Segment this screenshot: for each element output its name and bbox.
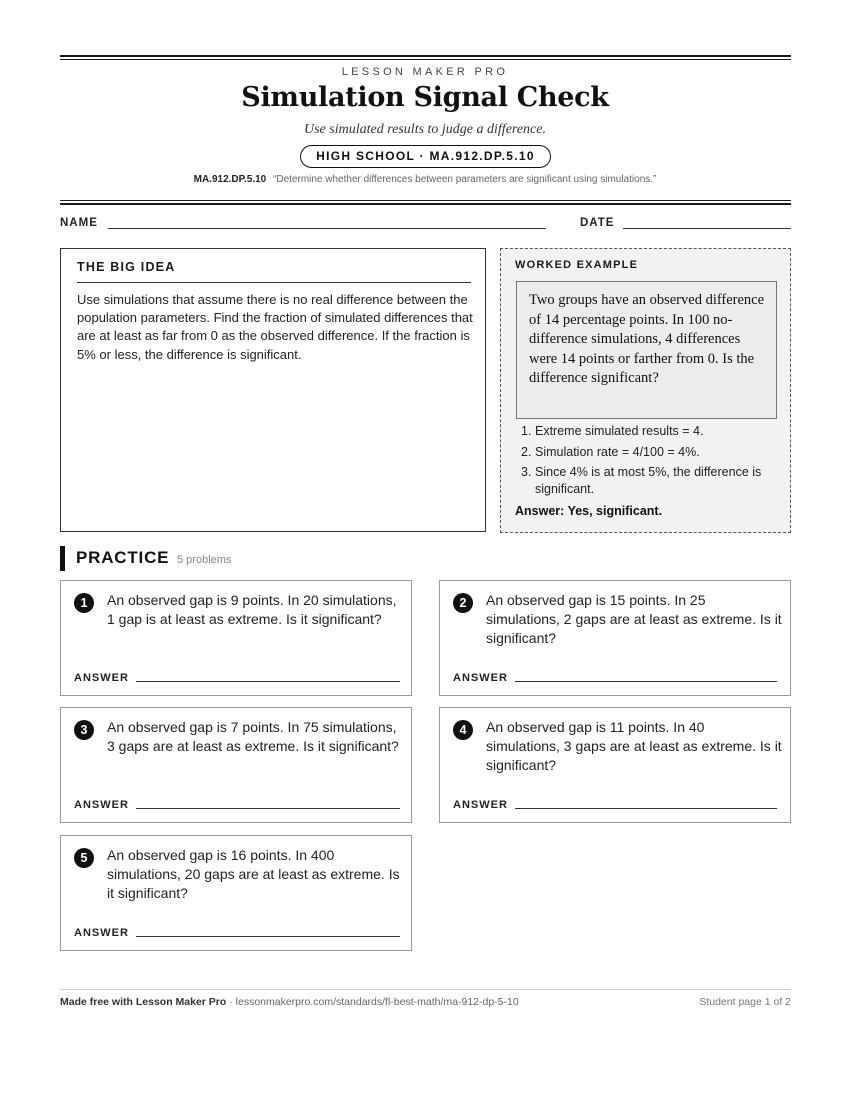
header-bottom-rule (60, 203, 791, 205)
big-idea-text: Use simulations that assume there is no real difference between the population parameters. Find the fraction of simulated differences that are at least as far from 0 as the observed difference. If the fraction is 5% or less, the difference is significant. (77, 292, 473, 362)
header-top-rule-thin (60, 59, 791, 60)
page-title: Simulation Signal Check (241, 82, 609, 113)
answer-field[interactable] (136, 936, 400, 937)
problem-card (60, 835, 412, 951)
footer-made-with: Made free with Lesson Maker Pro (60, 996, 227, 1008)
brand-name: LESSON MAKER PRO (341, 66, 509, 78)
problem-card (439, 707, 791, 823)
answer-label: ANSWER (74, 927, 129, 939)
problem-text: An observed gap is 16 points. In 400 simulations, 20 gaps are at least as extreme. Is it significant? (107, 847, 400, 901)
practice-title: PRACTICE (76, 548, 170, 567)
problem-number: 3 (74, 720, 94, 740)
problem-number: 1 (74, 593, 94, 613)
worked-step: 2. Simulation rate = 4/100 = 4%. (521, 444, 700, 459)
worked-step: 3. Since 4% is at most 5%, the difference is significant. (521, 465, 762, 496)
footer-url[interactable]: · lessonmakerpro.com/standards/fl-best-math/ma-912-dp-5-10 (226, 996, 519, 1008)
worked-example-box (500, 248, 791, 533)
big-idea-heading: THE BIG IDEA (77, 260, 176, 274)
practice-count: 5 problems (177, 554, 232, 566)
footer-rule (60, 989, 791, 990)
problem-number: 2 (453, 593, 473, 613)
worked-step: 1. Extreme simulated results = 4. (521, 424, 704, 438)
problem-number: 5 (74, 848, 94, 868)
problem-card (60, 707, 412, 823)
standard-text: “Determine whether differences between parameters are significant using simulations.” (273, 174, 657, 185)
footer-page-number: Student page 1 of 2 (699, 996, 791, 1008)
problem-text: An observed gap is 15 points. In 25 simulations, 2 gaps are at least as extreme. Is it significant? (486, 592, 782, 646)
problem-number: 4 (453, 720, 473, 740)
big-idea-box (60, 248, 486, 532)
header-top-rule (60, 55, 791, 57)
worked-example-question-box (516, 281, 777, 419)
name-field[interactable] (108, 228, 546, 229)
header-bottom-rule-thin (60, 200, 791, 201)
problem-text: An observed gap is 7 points. In 75 simulations, 3 gaps are at least as extreme. Is it significant? (107, 719, 399, 754)
worked-example-steps (521, 423, 783, 501)
date-label: DATE (580, 217, 615, 229)
answer-label: ANSWER (74, 672, 129, 684)
grade-standard-badge: HIGH SCHOOL · MA.912.DP.5.10 (300, 145, 551, 168)
answer-label: ANSWER (453, 799, 508, 811)
worked-example-heading: WORKED EXAMPLE (515, 259, 639, 271)
date-field[interactable] (623, 228, 791, 229)
worked-example-answer: Answer: Yes, significant. (515, 504, 663, 518)
answer-label: ANSWER (74, 799, 129, 811)
answer-label: ANSWER (453, 672, 508, 684)
page-subtitle: Use simulated results to judge a difference. (304, 122, 546, 137)
problem-card (60, 580, 412, 696)
name-label: NAME (60, 217, 98, 229)
problem-text: An observed gap is 9 points. In 20 simulations, 1 gap is at least as extreme. Is it significant? (107, 592, 397, 627)
standard-code: MA.912.DP.5.10 (193, 174, 267, 185)
answer-field[interactable] (515, 681, 777, 682)
answer-field[interactable] (515, 808, 777, 809)
problem-card (439, 580, 791, 696)
worked-example-question: Two groups have an observed difference of 14 percentage points. In 100 no-difference simulations, 4 differences were 14 points or farther from 0. Is the difference significant? (529, 292, 765, 386)
footer-credit (60, 996, 519, 1008)
problem-text: An observed gap is 11 points. In 40 simulations, 3 gaps are at least as extreme. Is it significant? (486, 719, 782, 773)
answer-field[interactable] (136, 808, 400, 809)
answer-field[interactable] (136, 681, 400, 682)
big-idea-divider (77, 282, 471, 283)
practice-accent-bar (60, 546, 65, 571)
standard-line (0, 174, 850, 185)
